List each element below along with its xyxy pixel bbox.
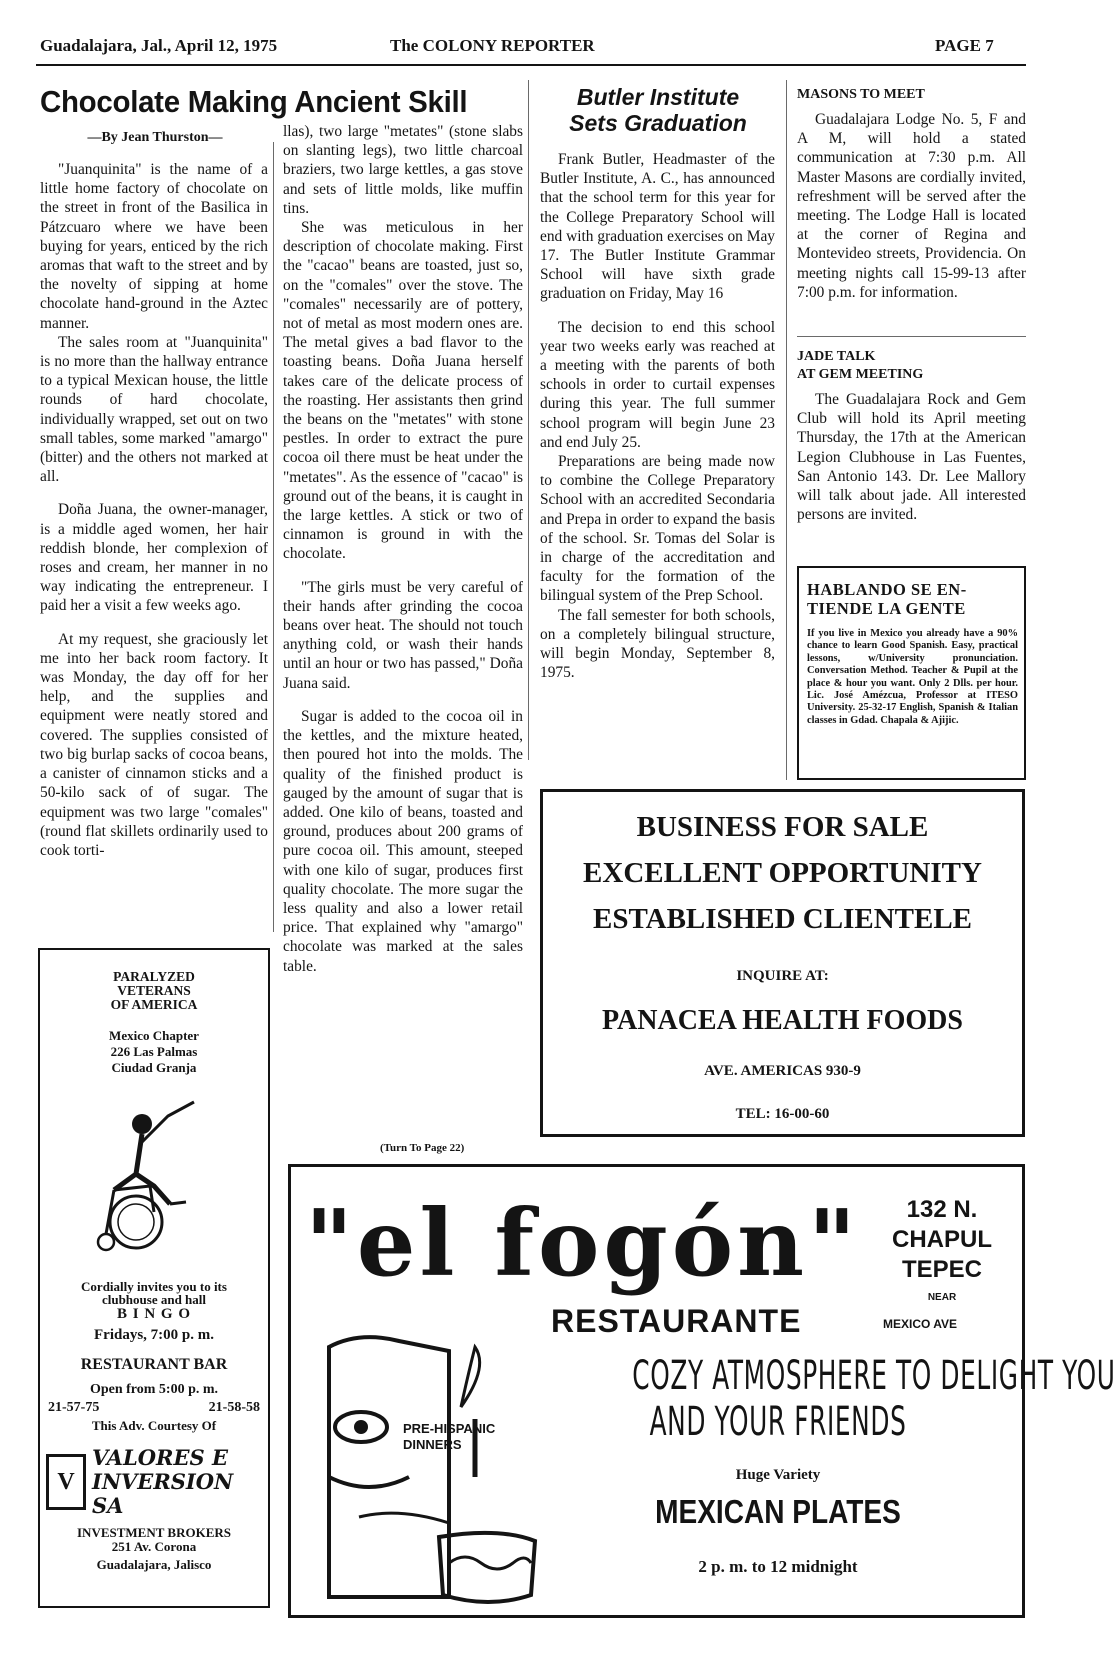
jade-headline [797,348,923,384]
fogon-near: NEAR [927,1292,957,1303]
article-paragraph: The sales room at "Juanquinita" is no more than the hallway entrance to a typical Mexican house, the little rounds of hard chocolate, individually wrapped, set out on two small tables, some marked "amargo" (bitter) and the others not marked at all. [40,333,268,486]
fogon-variety: Huge Variety [735,1467,821,1483]
pva-phone: 21-58-58 [208,1400,260,1415]
butler-headline-line: Butler Institute [576,84,740,110]
ad-address: AVE. AMERICAS 930-9 [704,1063,861,1079]
pva-phones [40,1398,268,1416]
pva-title-line: VETERANS [117,983,191,998]
ad-inquire: INQUIRE AT: [736,968,829,984]
butler-headline [548,84,768,136]
fogon-prehispanic-line: PRE-HISPANIC [403,1421,496,1436]
article-paragraph: The decision to end this school year two weeks early was reached at a meeting with the parents of both schools in order to curtail expenses during this year. The full summer school program will begin June 23 and end July 25. [540,318,775,451]
valores-name-line: INVERSION SA [92,1469,234,1518]
pva-phone: 21-57-75 [48,1400,100,1415]
article-paragraph: llas), two large "metates" (stone slabs on slanting legs), two little charcoal braziers, two large kettles, a gas stove and sets of little molds, like muffin tins. [283,123,523,217]
jade-headline-line: JADE TALK [797,349,876,364]
fogon-restaurante: RESTAURANTE [551,1303,802,1339]
butler-headline-line: Sets Graduation [569,110,747,136]
masthead-page-label: PAGE 7 [935,36,994,55]
ad-line: BUSINESS FOR SALE [636,811,929,843]
valores-logo [46,1446,262,1518]
pva-bingo: B I N G O [116,1306,191,1322]
pva-invite-line: clubhouse and hall [101,1292,207,1307]
column-rule [528,80,529,760]
pva-chapter-line: Mexico Chapter [109,1028,199,1043]
masons-headline: MASONS TO MEET [797,87,925,102]
article-paragraph: The fall semester for both schools, on a completely bilingual structure, will begin Monday, September 8, 1975. [540,606,775,682]
fogon-address-line: 132 N. [906,1196,978,1223]
pva-chapter-line: Ciudad Granja [111,1060,197,1075]
pva-title-line: PARALYZED [113,969,195,984]
masthead-paper-name: The COLONY REPORTER [390,36,595,55]
pva-broker-address: 251 Av. Corona [111,1539,197,1554]
ad-company: PANACEA HEALTH FOODS [602,1005,963,1036]
hablando-ad [797,566,1026,780]
article-paragraph: Doña Juana, the owner-manager, is a middle aged women, her hair reddish blonde, her complexion of roses and cream, her manner in no way indicating the entrepreneur. I paid her a visit a few weeks ago. [40,501,268,615]
fogon-address-line: CHAPUL [892,1226,992,1253]
wheelchair-illustration [84,1094,224,1254]
pva-broker-city: Guadalajara, Jalisco [96,1557,212,1572]
ad-line: EXCELLENT OPPORTUNITY [583,857,982,889]
pva-bar: RESTAURANT BAR [80,1356,228,1373]
valores-name-line: VALORES E [92,1445,228,1470]
fogon-hours: 2 p. m. to 12 midnight [698,1557,858,1576]
jump-line: (Turn To Page 22) [380,1142,465,1154]
valores-emblem-icon: V [46,1454,86,1510]
article-paragraph: The Guadalajara Rock and Gem Club will hold its April meeting Thursday, the 17th at the American Legion Clubhouse in Las Fuentes, San Antonio 143. Dr. Lee Mallory will talk about jade. All interested persons are invited. [797,391,1026,524]
pva-invite-line: Cordially invites you to its [81,1279,227,1294]
fogon-near-street: MEXICO AVE [883,1317,958,1331]
pva-brokers: INVESTMENT BROKERS [77,1525,231,1540]
pva-courtesy: This Adv. Courtesy Of [91,1418,217,1433]
article-paragraph: Sugar is added to the cocoa oil in the kettles, and the mixture heated, then poured hot into the molds. The quality of the finished product is gauged by the amount of sugar that is added. One kilo of beans, toasted and ground, produces about 200 grams of pure cocoa oil. This amount, steeped with one kilo of sugar, produces first quality chocolate. The more sugar the less quality and also a lower retail price. That explained why "amargo" chocolate was marked at the sales table. [283,707,523,975]
article-paragraph: "The girls must be very careful of their hands after grinding the cocoa beans over heat. The should not touch anything cold, or wash their hands until an hour or two has passed," Doña Juana said. [283,578,523,692]
hablando-title-line: TIENDE LA GENTE [807,599,966,618]
masons-column [797,110,1026,316]
article-paragraph: She was meticulous in her description of chocolate making. First the "cacao" beans are toasted, just so, on the "comales" over the stove. The "comales" necessarily are of pottery, not of metal as most modern ones are. The metal gives a bad flavor to the toasting beans. Doña Juana herself takes care of the delicate process of the roasting. Her assistants then grind the beans on the "metates" with stone pestles. In order to extract the pure cocoa oil there must be heat under the "metates". As the essence of "cacao" is ground out of the beans, it is caught in the large kettles. A stick or two of cinnamon is ground in with the chocolate. [283,219,523,563]
fogon-plates: MEXICAN PLATES [655,1493,901,1530]
jade-column [797,390,1026,538]
fogon-prehispanic [403,1421,495,1453]
article-paragraph: Guadalajara Lodge No. 5, F and A M, will hold a stated communication at 7:30 p.m. All Master Masons are cordially invited, refreshment will be served after the meeting. The Lodge Hall is located at the corner of Regina and Montevideo streets, Providencia. On meeting nights call 15-99-13 after 7:00 p.m. for information. [797,111,1026,301]
hablando-title-line: HABLANDO SE EN- [807,580,967,599]
masthead-rule [36,64,1026,66]
masthead-date: Guadalajara, Jal., April 12, 1975 [40,36,278,55]
fogon-address [887,1195,997,1305]
column-rule [786,80,787,780]
fogon-cozy-line: AND YOUR FRIENDS [649,1399,907,1445]
business-for-sale-ad [540,789,1025,1137]
column-rule [273,142,274,932]
fogon-name: "el fogón" [305,1189,860,1297]
chocolate-column-2 [283,122,523,990]
chocolate-headline: Chocolate Making Ancient Skill [40,84,468,119]
pva-chapter-line: 226 Las Palmas [110,1044,198,1059]
section-rule [797,336,1026,337]
article-paragraph: At my request, she graciously let me into her back room factory. It was Monday, the day off for her help, and the supplies and equipment were neatly stored and covered. The supplies consisted of two big burlap sacks of cocoa beans, a canister of cinnamon sticks and a 50-kilo sack of of sugar. The equipment was two large "comales" (round flat skillets ordinarily used to cook torti- [40,630,268,859]
article-paragraph: Preparations are being made now to combine the College Preparatory School with an accredited Secondaria and Prepa in order to expand the basis of the school. Sr. Tomas del Solar is in charge of the accreditation and faculty for the formation of the bilingual system of the Prep School. [540,453,775,605]
pva-title-line: OF AMERICA [110,997,198,1012]
el-fogon-ad [288,1164,1115,1618]
butler-column [540,150,775,682]
fogon-cozy-line: COZY ATMOSPHERE TO DELIGHT YOU [632,1353,1115,1399]
pva-when: Fridays, 7:00 p. m. [94,1327,214,1343]
aztec-face-illustration [299,1327,549,1617]
article-paragraph: "Juanquinita" is the name of a little home factory of chocolate on the street in front of the Basilica in Pátzcuaro where we have been buying for years, enticed by the rich aromas that waft to the street and by the novelty of sipping at home chocolate hand-ground in the Aztec manner. [40,161,268,332]
article-paragraph: Frank Butler, Headmaster of the Butler Institute, A. C., has announced that the school term for this year for the College Preparatory School will end with graduation exercises on May 17. The Butler Institute Grammar School will have sixth grade graduation on Friday, May 16 [540,151,775,303]
jade-headline-line: AT GEM MEETING [797,367,924,382]
fogon-prehispanic-line: DINNERS [403,1437,462,1452]
ad-phone: TEL: 16-00-60 [735,1106,830,1122]
pva-open: Open from 5:00 p. m. [89,1382,219,1397]
hablando-body: If you live in Mexico you already have a 90% chance to learn Good Spanish. Easy, practical lessons, w/University pronunciation. Conversation Method. Teacher & Pupil at the place & hour you want. Only 2 Dlls. per hour. Lic. José Amézcua, Professor at ITESO University. 25-32-17 English, Spanish & Italian classes in Gdad. Chapala & Ajijic. [807,628,1018,726]
chocolate-column-1 [40,160,268,874]
fogon-cozy [543,1353,1115,1445]
chocolate-byline: —By Jean Thurston— [87,130,223,145]
paralyzed-veterans-ad [38,948,270,1608]
ad-line: ESTABLISHED CLIENTELE [592,903,973,935]
fogon-address-line: TEPEC [901,1256,982,1283]
